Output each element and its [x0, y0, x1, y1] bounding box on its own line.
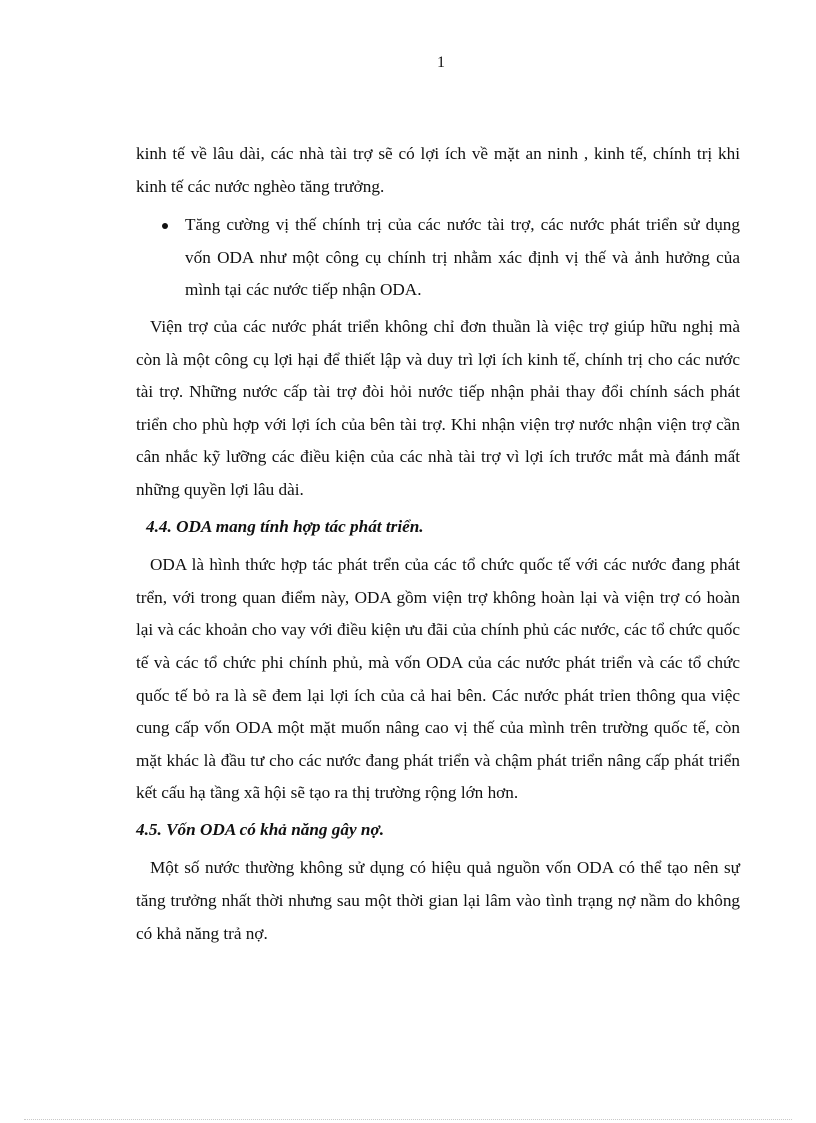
page-bottom-rule — [24, 1119, 792, 1120]
paragraph-continuation: kinh tế về lâu dài, các nhà tài trợ sẽ có lợi ích về mặt an ninh , kinh tế, chính trị khi kinh tế các nước nghèo tăng trưởng. — [136, 144, 740, 196]
bullet-text: Tăng cường vị thế chính trị của các nước tài trợ, các nước phát triển sử dụng vốn ODA như một công cụ chính trị nhằm xác định vị thế và ảnh hưởng của mình tại các nước tiếp nhận ODA. — [185, 215, 740, 300]
section-heading-4-4: 4.4. ODA mang tính hợp tác phát triển. — [146, 516, 424, 536]
paragraph-4-5: Một số nước thường không sử dụng có hiệu quả nguồn vốn ODA có thể tạo nên sự tăng trưởng nhất thời nhưng sau một thời gian lại lâm vào tình trạng nợ nầm do không có khả năng trả nợ. — [136, 858, 740, 943]
bullet-item — [136, 209, 740, 307]
bullet-icon — [162, 223, 168, 229]
paragraph-aid: Viện trợ của các nước phát triển không chỉ đơn thuần là việc trợ giúp hữu nghị mà còn là một công cụ lợi hại để thiết lập và duy trì lợi ích kinh tế, chính trị cho các nước tài trợ. Những nước cấp tài trợ đòi hỏi nước tiếp nhận phải thay đổi chính sách phát triển cho phù hợp với lợi ích của bên tài trợ. Khi nhận viện trợ nước nhận viện trợ cần cân nhắc kỹ lưỡng các điều kiện của các nhà tài trợ vì lợi ích trước mắt mà đánh mất những quyền lợi lâu dài. — [136, 316, 740, 499]
section-heading-4-5: 4.5. Vốn ODA có khả năng gây nợ. — [136, 819, 384, 839]
page-number: 1 — [437, 54, 445, 71]
document-body — [136, 138, 740, 954]
paragraph-4-4: ODA là hình thức hợp tác phát trển của các tổ chức quốc tế với các nước đang phát trển, với trong quan điểm này, ODA gồm viện trợ không hoàn lại và viện trợ có hoàn lại và các khoản cho vay với điều kiện ưu đãi của chính phủ các nước, các tổ chức quốc tế và các tổ chức phi chính phủ, mà vốn ODA của các nước phát triển và các tổ chức quốc tế bỏ ra là sẽ đem lại lợi ích của cả hai bên. Các nước phát trỉen thông qua việc cung cấp vốn ODA một mặt muốn nâng cao vị thế của mình trên trường quốc tế, còn mặt khác là đầu tư cho các nước đang phát triển và chậm phát triển nâng cấp phát triển kết cấu hạ tầng xã hội sẽ tạo ra thị trường rộng lớn hơn. — [136, 555, 740, 803]
